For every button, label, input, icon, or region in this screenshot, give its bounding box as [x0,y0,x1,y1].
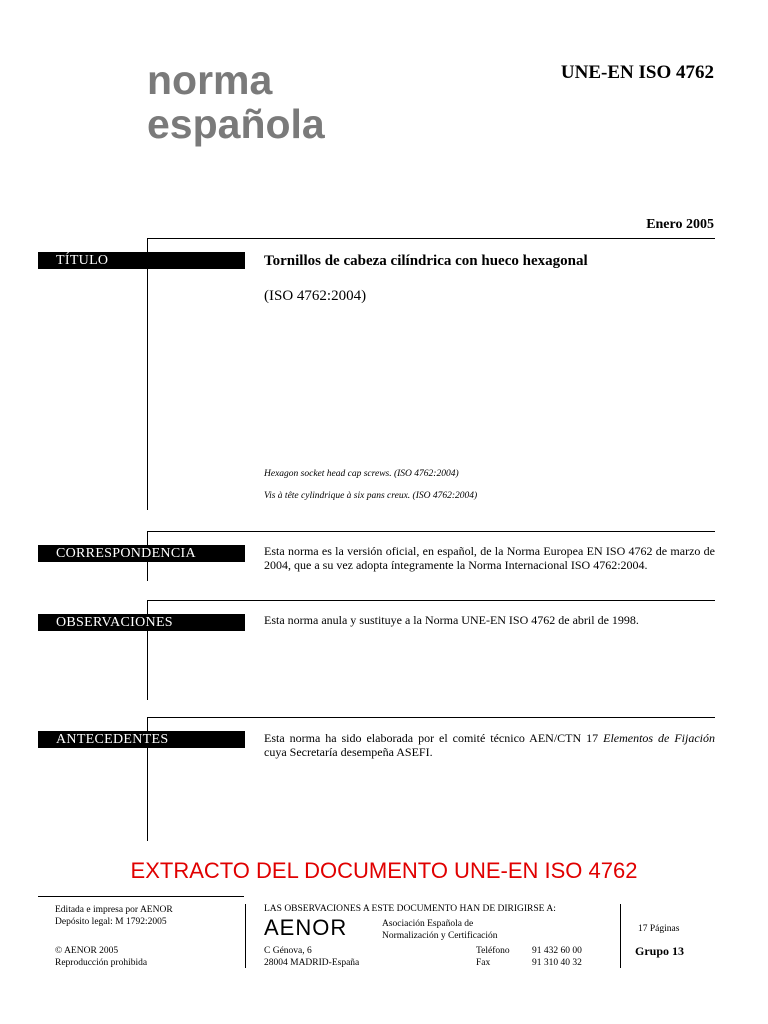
divider-correspondencia [147,531,715,532]
document-iso-ref: (ISO 4762:2004) [264,288,367,304]
committee-name: Elementos de Fijación [603,731,715,745]
address [264,946,359,969]
address-line-2: 28004 MADRID-España [264,957,360,968]
address-line-1: C Génova, 6 [264,946,312,956]
antecedentes-text-part-1: Esta norma ha sido elaborada por el comité técnico AEN/CTN 17 [264,731,604,745]
title-french: Vis à tête cylindrique à six pans creux. (ISO 4762:2004) [264,491,478,501]
org-line-2: Normalización y Certificación [382,930,498,941]
reproduction-notice: Reproducción prohibida [55,957,148,968]
label-observaciones: OBSERVACIONES [38,614,245,631]
footer-publisher [55,905,173,928]
divider-antecedentes [147,717,715,718]
organization-name [382,919,498,942]
divider-titulo [147,238,715,239]
observaciones-text: Esta norma anula y sustituye a la Norma UNE-EN ISO 4762 de abril de 1998. [264,613,639,627]
observations-heading: LAS OBSERVACIONES A ESTE DOCUMENTO HAN DE DIRIGIRSE A: [264,904,556,914]
brand-line-2: española [147,101,325,147]
org-line-1: Asociación Española de [382,919,474,929]
legal-deposit: Depósito legal: M 1792:2005 [55,916,167,927]
phone-number: 91 432 60 00 [532,946,582,956]
label-titulo: TÍTULO [38,252,245,269]
correspondencia-text: Esta norma es la versión oficial, en español, de la Norma Europea EN ISO 4762 de marzo de 2004, que a su vez adopta íntegramente la Norma Internacional ISO 4762:2004. [264,544,715,572]
footer-divider-left [38,896,244,897]
edited-by: Editada e impresa por AENOR [55,905,173,915]
page-count: 17 Páginas [638,924,680,934]
vertical-rule-titulo [147,238,148,510]
label-correspondencia: CORRESPONDENCIA [38,545,245,562]
publication-date: Enero 2005 [646,217,714,232]
label-antecedentes: ANTECEDENTES [38,731,245,748]
divider-observaciones [147,600,715,601]
brand-line-1: norma [147,57,273,103]
title-english: Hexagon socket head cap screws. (ISO 4762:2004) [264,469,459,479]
footer-copyright [55,946,147,969]
brand-title [147,58,325,146]
antecedentes-text-part-2: cuya Secretaría desempeña ASEFI. [264,745,433,759]
contact-labels [476,946,510,969]
group-number: Grupo 13 [635,944,685,958]
phone-label: Teléfono [476,946,510,956]
copyright: © AENOR 2005 [55,946,119,956]
footer-vertical-rule [245,904,246,968]
contact-values [532,946,582,969]
standard-code: UNE-EN ISO 4762 [560,62,714,83]
fax-label: Fax [476,957,491,968]
antecedentes-text [264,731,715,759]
document-title: Tornillos de cabeza cilíndrica con hueco hexagonal [264,253,588,269]
fax-number: 91 310 40 32 [532,957,582,968]
extract-watermark: EXTRACTO DEL DOCUMENTO UNE-EN ISO 4762 [130,858,638,883]
aenor-logo: AENOR [264,915,348,940]
